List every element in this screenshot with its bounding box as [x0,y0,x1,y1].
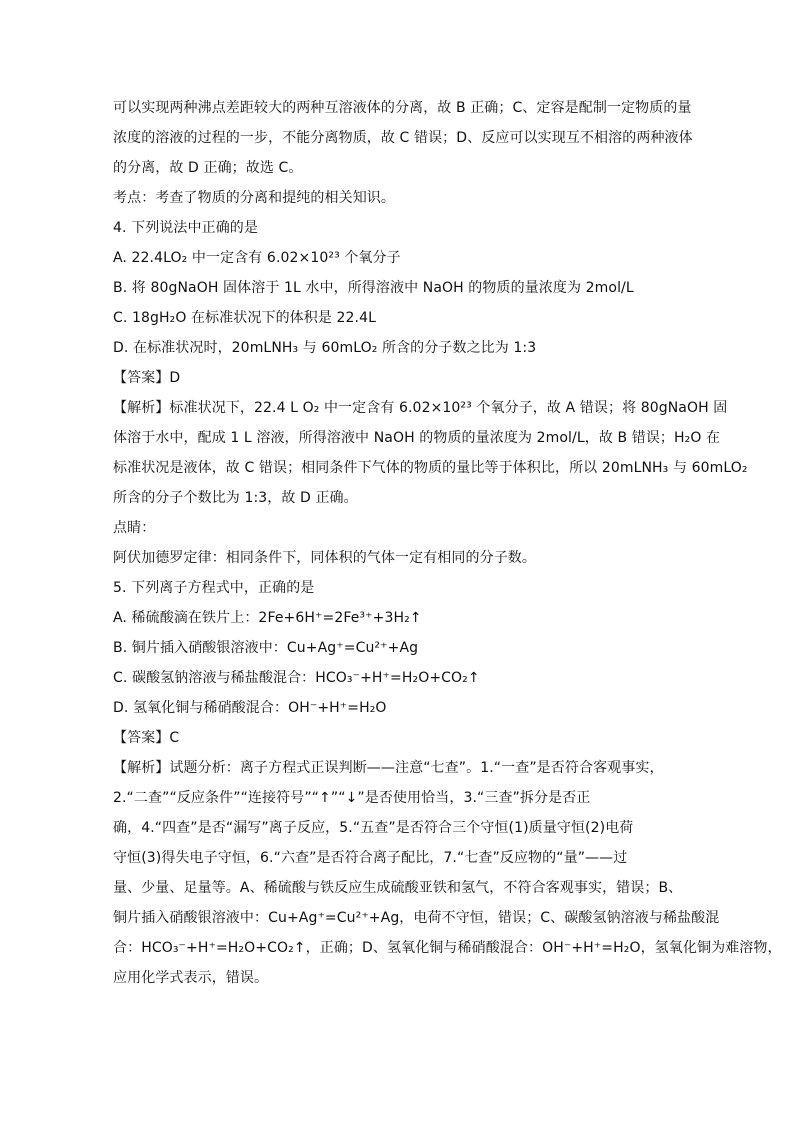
question-5-analysis: 守恒(3)得失电子守恒，6.“六查”是否符合离子配比，7.“七查”反应物的“量”——过 [113,850,628,866]
question-4-option-c: C. 18gH₂O 在标准状况下的体积是 22.4L [113,310,377,326]
question-5-analysis: 2.“二查”“反应条件”“连接符号”“↑”“↓”是否使用恰当，3.“三查”拆分是否正 [113,790,591,806]
question-5-answer: 【答案】C [113,730,180,746]
text-line: 浓度的溶液的过程的一步，不能分离物质，故 C 错误；D、反应可以实现互不相溶的两种液体 [113,130,693,146]
question-5-analysis: 应用化学式表示，错误。 [113,970,269,986]
question-5-option-b: B. 铜片插入硝酸银溶液中：Cu+Ag⁺=Cu²⁺+Ag [113,640,419,656]
document-body [113,98,782,998]
question-4-analysis: 所含的分子个数比为 1:3，故 D 正确。 [113,490,358,506]
question-4-option-d: D. 在标准状况时，20mLNH₃ 与 60mLO₂ 所含的分子数之比为 1:3 [113,340,537,356]
question-5-stem: 5. 下列离子方程式中，正确的是 [113,580,315,596]
question-5-option-d: D. 氢氧化铜与稀硝酸混合：OH⁻+H⁺=H₂O [113,700,387,716]
question-4-answer: 【答案】D [113,370,181,386]
question-4-analysis: 【解析】标准状况下，22.4 L O₂ 中一定含有 6.02×10²³ 个氧分子，故 A 错误；将 80gNaOH 固 [113,400,728,416]
note-heading: 点睛： [113,520,156,536]
text-line: 考点：考查了物质的分离和提纯的相关知识。 [113,190,395,206]
question-4-analysis: 标准状况是液体，故 C 错误；相同条件下气体的物质的量比等于体积比，所以 20mLNH₃ 与 60mLO₂ [113,460,748,476]
question-4-analysis: 体溶于水中，配成 1 L 溶液，所得溶液中 NaOH 的物质的量浓度为 2mol/L，故 B 错误；H₂O 在 [113,430,721,446]
question-5-analysis: 铜片插入硝酸银溶液中：Cu+Ag⁺=Cu²⁺+Ag，电荷不守恒，错误；C、碳酸氢钠溶液与稀盐酸混 [113,910,720,926]
question-5-analysis: 合：HCO₃⁻+H⁺=H₂O+CO₂↑，正确；D、氢氧化铜与稀硝酸混合：OH⁻+H⁺=H₂O，氢氧化铜为难溶物， [113,940,782,956]
text-line: 的分离，故 D 正确；故选 C。 [113,160,303,176]
question-5-analysis: 确，4.“四查”是否“漏写”离子反应，5.“五查”是否符合三个守恒(1)质量守恒(2)电荷 [113,820,634,836]
text-line: 可以实现两种沸点差距较大的两种互溶液体的分离，故 B 正确；C、定容是配制一定物质的量 [113,100,692,116]
question-5-analysis: 量、少量、足量等。A、稀硫酸与铁反应生成硫酸亚铁和氢气，不符合客观事实，错误；B、 [113,880,683,896]
question-4-option-a: A. 22.4LO₂ 中一定含有 6.02×10²³ 个氧分子 [113,250,401,266]
question-4-stem: 4. 下列说法中正确的是 [113,220,259,236]
question-5-analysis: 【解析】试题分析：离子方程式正误判断——注意“七查”。1.“一查”是否符合客观事实， [113,760,664,776]
question-4-option-b: B. 将 80gNaOH 固体溶于 1L 水中，所得溶液中 NaOH 的物质的量浓度为 2mol/L [113,280,634,296]
note-text: 阿伏加德罗定律：相同条件下，同体积的气体一定有相同的分子数。 [113,550,536,566]
question-5-option-a: A. 稀硫酸滴在铁片上：2Fe+6H⁺=2Fe³⁺+3H₂↑ [113,610,422,626]
question-5-option-c: C. 碳酸氢钠溶液与稀盐酸混合：HCO₃⁻+H⁺=H₂O+CO₂↑ [113,670,480,686]
